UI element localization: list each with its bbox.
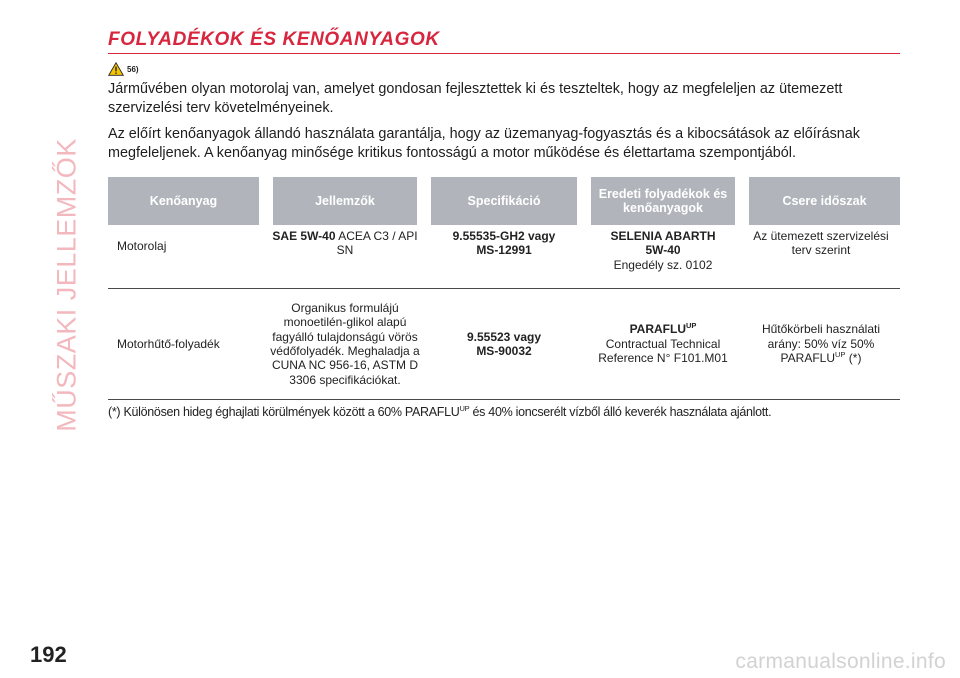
table-row: [108, 225, 900, 289]
table-row: [108, 289, 900, 400]
lubricant-paragraph: Az előírt kenőanyagok állandó használata garantálja, hogy az üzemanyag-fogyasztás és a kibocsátások az előírásnak megfeleljenek. A kenőanyag minősége kritikus fontosságú a motor működése és élettartama szempontjából.: [108, 126, 860, 161]
section-side-label: MŰSZAKI JELLEMZŐK: [51, 138, 82, 432]
cell-lubricant: Motorolaj: [108, 225, 266, 289]
spec-line-1: 9.55523 vagy: [466, 329, 542, 344]
original-line-2: 5W-40: [645, 243, 681, 258]
cell-features: [266, 225, 424, 289]
cell-specification: [424, 225, 584, 289]
header-features: Jellemzők: [266, 177, 424, 225]
original-reference: Contractual Technical Reference N° F101.M01: [598, 336, 728, 366]
warning-triangle-icon: [108, 62, 124, 76]
spec-line-1: 9.55535-GH2 vagy: [452, 229, 556, 243]
table-footnote: [108, 405, 900, 419]
features-text: ACEA C3 / API SN: [336, 229, 418, 258]
original-brand: [588, 322, 738, 336]
page-title: FOLYADÉKOK ÉS KENŐANYAGOK: [108, 29, 440, 50]
features-grade: SAE 5W-40: [272, 229, 336, 243]
cell-original-fluid: [584, 289, 742, 400]
cell-interval: [742, 289, 900, 400]
title-row: [108, 28, 900, 54]
cell-original-fluid: [584, 225, 742, 289]
header-original-fluids: Eredeti folyadékok és kenőanyagok: [584, 177, 742, 225]
header-specification: Specifikáció: [424, 177, 584, 225]
spec-line-2: MS-90032: [476, 344, 532, 358]
cell-features: Organikus formulájú monoetilén-glikol alapú fagyálló tulajdonságú vörös védőfolyadék. Meghaladja a CUNA NC 956-16, ASTM D 3306 specifikációkat.: [266, 289, 424, 400]
footnote-before: (*) Különösen hideg éghajlati körülmények között a 60% PARAFLU: [108, 405, 460, 419]
footnote-after: és 40% ioncserélt vízből álló keverék használata ajánlott.: [472, 405, 772, 419]
cell-specification: [424, 289, 584, 400]
original-approval: Engedély sz. 0102: [613, 257, 713, 272]
warning-ref-number: 56): [127, 64, 139, 74]
brand-sup: UP: [686, 321, 697, 331]
header-lubricant: Kenőanyag: [108, 177, 266, 225]
footnote-sup: UP: [459, 403, 470, 413]
original-line-1: SELENIA ABARTH: [610, 229, 716, 243]
intro-paragraph: Járművében olyan motorolaj van, amelyet gondosan fejlesztettek ki és teszteltek, hogy az megfeleljen az ütemezett szervizelési terv követelményeinek.: [108, 81, 843, 116]
warning-reference: [108, 61, 900, 77]
watermark: carmanualsonline.info: [735, 650, 946, 673]
header-change-interval: Csere időszak: [742, 177, 900, 225]
spec-line-2: MS-12991: [476, 243, 532, 258]
interval-footnote-mark: (*): [848, 351, 862, 366]
lubricants-table: [108, 177, 900, 400]
brand-name: PARAFLU: [629, 322, 686, 337]
page-number: 192: [30, 642, 67, 667]
interval-sup: UP: [835, 350, 846, 360]
interval-text: Hűtőkörbeli használati arány: 50% víz 50% PARAFLU: [761, 322, 881, 366]
cell-interval: Az ütemezett szervizelési terv szerint: [742, 225, 900, 289]
cell-lubricant: Motorhűtő-folyadék: [108, 289, 266, 400]
table-header-row: [108, 177, 900, 225]
page-content: [108, 28, 900, 419]
